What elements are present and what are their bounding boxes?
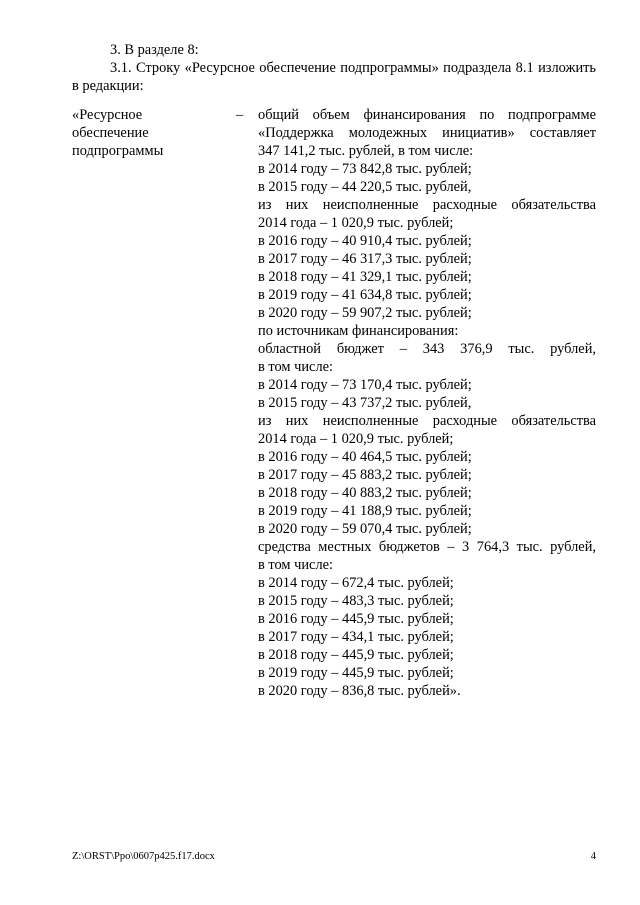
funding-line: в 2016 году – 40 910,4 тыс. рублей; — [258, 233, 472, 249]
row-dash: – — [236, 107, 244, 123]
funding-line: в 2017 году – 434,1 тыс. рублей; — [258, 629, 454, 645]
page-number: 4 — [590, 851, 596, 862]
row-label-line: «Ресурсное — [72, 107, 143, 123]
funding-line: в том числе: — [258, 557, 334, 573]
row-label — [72, 106, 222, 160]
funding-line: областной бюджет – 343 376,9 тыс. рублей, — [258, 341, 596, 357]
funding-line: в 2014 году – 73 170,4 тыс. рублей; — [258, 377, 472, 393]
funding-line: в 2019 году – 445,9 тыс. рублей; — [258, 665, 454, 681]
funding-line: в 2017 году – 46 317,3 тыс. рублей; — [258, 251, 472, 267]
funding-line: в 2016 году – 445,9 тыс. рублей; — [258, 611, 454, 627]
funding-line: в 2015 году – 483,3 тыс. рублей; — [258, 593, 454, 609]
funding-line: в 2020 году – 836,8 тыс. рублей». — [258, 683, 461, 699]
section-heading: 3. В разделе 8: — [110, 42, 199, 58]
funding-line: средства местных бюджетов – 3 764,3 тыс. рублей, — [258, 539, 596, 555]
funding-line: 2014 года – 1 020,9 тыс. рублей; — [258, 431, 454, 447]
instruction-paragraph: 3.1. Строку «Ресурсное обеспечение подпрограммы» подраздела 8.1 изложить в редакции: — [72, 60, 596, 94]
funding-line: в 2014 году – 672,4 тыс. рублей; — [258, 575, 454, 591]
funding-line: в 2020 году – 59 070,4 тыс. рублей; — [258, 521, 472, 537]
funding-line: в 2018 году – 445,9 тыс. рублей; — [258, 647, 454, 663]
row-content — [258, 106, 596, 700]
funding-line: в 2014 году – 73 842,8 тыс. рублей; — [258, 161, 472, 177]
file-path: Z:\ORST\Ppo\0607p425.f17.docx — [72, 851, 215, 862]
funding-line: в 2019 году – 41 188,9 тыс. рублей; — [258, 503, 472, 519]
funding-line: из них неисполненные расходные обязательства — [258, 197, 596, 213]
funding-line: в 2017 году – 45 883,2 тыс. рублей; — [258, 467, 472, 483]
funding-line: в 2015 году – 43 737,2 тыс. рублей, — [258, 395, 472, 411]
funding-line: в 2019 году – 41 634,8 тыс. рублей; — [258, 287, 472, 303]
funding-line: в 2016 году – 40 464,5 тыс. рублей; — [258, 449, 472, 465]
row-label-line: подпрограммы — [72, 143, 164, 159]
funding-line: по источникам финансирования: — [258, 323, 459, 339]
funding-line: в 2018 году – 41 329,1 тыс. рублей; — [258, 269, 472, 285]
funding-line: «Поддержка молодежных инициатив» составляет — [258, 125, 596, 141]
funding-line: в 2018 году – 40 883,2 тыс. рублей; — [258, 485, 472, 501]
funding-line: в 2015 году – 44 220,5 тыс. рублей, — [258, 179, 472, 195]
row-label-line: обеспечение — [72, 125, 149, 141]
funding-line: 2014 года – 1 020,9 тыс. рублей; — [258, 215, 454, 231]
funding-line: в том числе: — [258, 359, 334, 375]
funding-line: из них неисполненные расходные обязательства — [258, 413, 596, 429]
funding-line: общий объем финансирования по подпрограмме — [258, 107, 596, 123]
funding-line: 347 141,2 тыс. рублей, в том числе: — [258, 143, 474, 159]
funding-line: в 2020 году – 59 907,2 тыс. рублей; — [258, 305, 472, 321]
